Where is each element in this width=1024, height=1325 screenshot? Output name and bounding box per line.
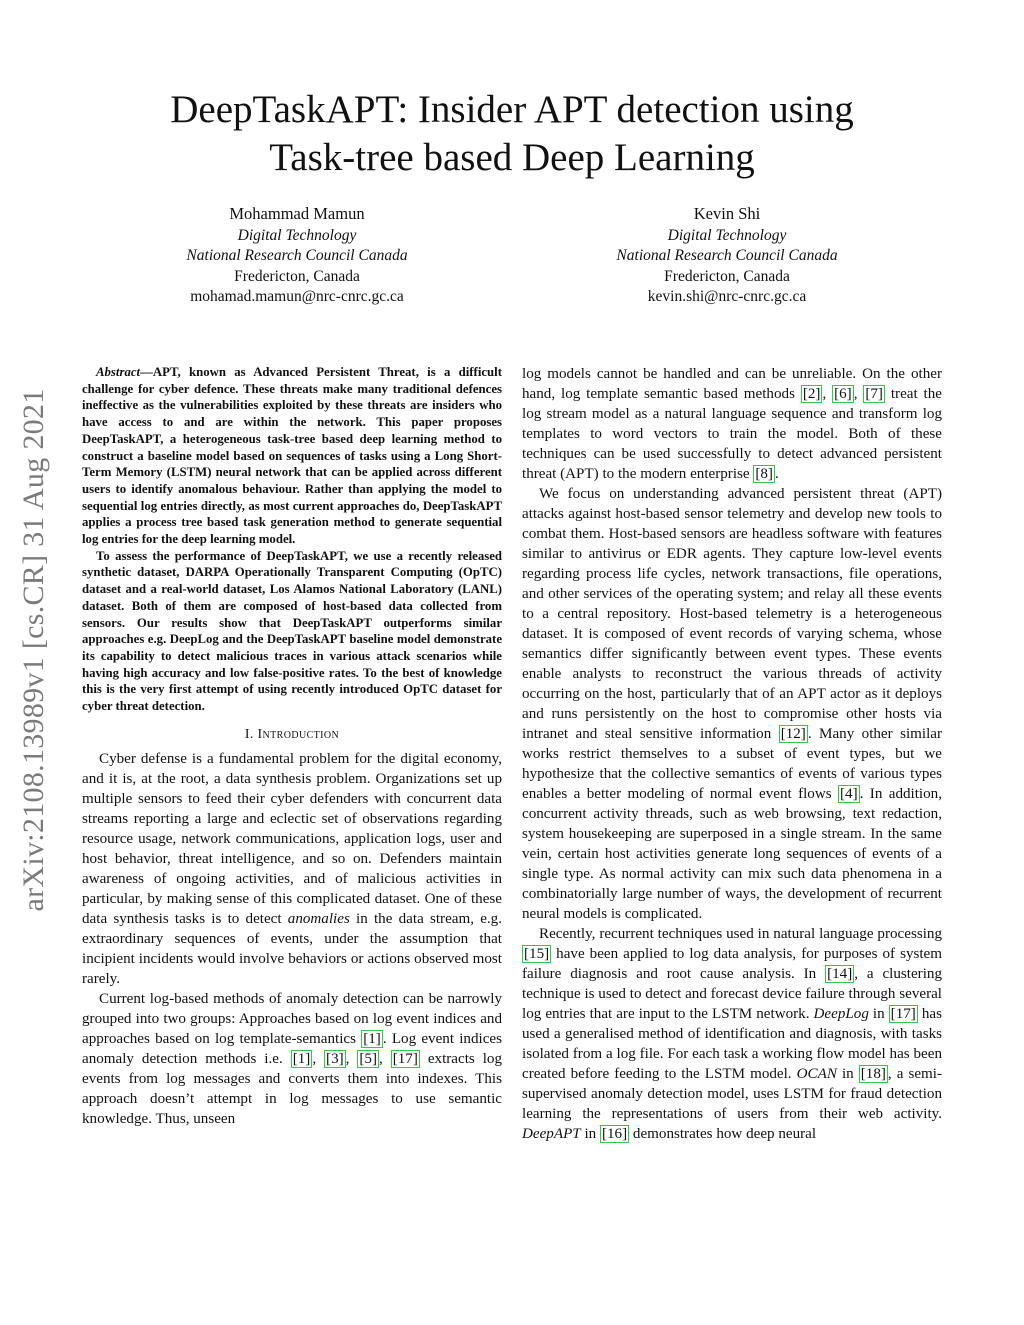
author-block-2	[577, 203, 877, 308]
text-run: Current log-based methods of anomaly detection can be narrowly grouped into two groups: Approaches based on log event indices and approaches based on log template-semantics	[82, 990, 502, 1047]
citation-link[interactable]: [8]	[755, 466, 773, 482]
emphasis-ocan: OCAN	[796, 1066, 837, 1082]
citation-link[interactable]: [16]	[601, 1126, 628, 1142]
abstract-text-1: APT, known as Advanced Persistent Threat, is a difficult challenge for cyber defence. These threats make many traditional defences ineffective as the vulnerabilities exploited by these threats are insiders who have access to and are within the network. This paper proposes DeepTaskAPT, a heterogeneous task-tree based deep learning method to construct a baseline model based on sequences of tasks using a Long Short-Term Memory (LSTM) neural network that can be applied across different users to identify anomalous behaviour. Rather than applying the model to sequential log entries directly, as most current approaches do, DeepTaskAPT applies a process tree based task generation method to generate sequential log entries for the deep learning model.	[82, 365, 502, 547]
text-run: . Many other similar works restrict themselves to a subset of event types, but we hypothesize that the collective semantics of events of various types enables a better modeling of normal event flows	[522, 726, 942, 802]
author-org: National Research Council Canada	[616, 247, 838, 265]
text-run: in the data stream, e.g. extraordinary sequences of events, under the assumption that incipient incidents would involve behaviors or actions observed most rarely.	[82, 910, 502, 987]
citation-link[interactable]: [7]	[865, 386, 883, 402]
author-name: Mohammad Mamun	[229, 204, 365, 223]
citation-link[interactable]: [2]	[802, 386, 821, 402]
citation-link[interactable]: [1]	[363, 1030, 381, 1047]
title-line-1: DeepTaskAPT: Insider APT detection using	[170, 88, 854, 131]
text-run: extracts log events from log messages and converts them into indexes. This approach doesn’t attempt in log messages to use semantic knowledge. Thus, unseen	[82, 1050, 503, 1127]
paper-title	[0, 86, 1024, 182]
author-email[interactable]: kevin.shi@nrc-cnrc.gc.ca	[647, 288, 807, 306]
citation-link[interactable]: [1]	[292, 1050, 311, 1067]
title-line-2: Task-tree based Deep Learning	[269, 136, 755, 179]
text-run: ,	[379, 1050, 391, 1067]
citation-link[interactable]: [12]	[780, 726, 806, 742]
section-title: Introduction	[257, 725, 340, 741]
text-run: Recently, recurrent techniques used in natural language processing	[539, 926, 942, 942]
text-run: , a clustering technique is used to detect and forecast device failure through several log entries that are input to the LSTM network.	[522, 966, 942, 1022]
text-run: . In addition, concurrent activity threads, such as web browsing, text redaction, system housekeeping are superposed in a single stream. In the same vein, certain host activities generate long sequences of events of a single type. As normal activity can mix such data phenomena in a combinatorially large number of ways, the development of recurrent neural models is complicated.	[522, 786, 942, 922]
citation-link[interactable]: [5]	[359, 1050, 377, 1067]
left-column	[82, 364, 502, 1129]
text-run: treat the log stream model as a natural language sequence and transform log templates to word vectors to train the model. Both of these techniques can be used successfully to detect advanced persistent threat (APT) to the modern enterprise	[522, 386, 942, 482]
citation-link[interactable]: [14]	[827, 966, 853, 982]
abstract-paragraph-1	[82, 364, 502, 548]
right-column	[522, 364, 942, 1144]
text-run: demonstrates how deep neural	[629, 1126, 817, 1142]
text-run: ,	[822, 386, 833, 402]
text-run: log models cannot be handled and can be unreliable. On the other hand, log template semantic based methods	[522, 366, 942, 402]
emphasis-anomalies: anomalies	[287, 910, 350, 927]
text-run: , a semi-supervised anomaly detection model, uses LSTM for fraud detection learning the representations of users from their web activity.	[522, 1066, 943, 1122]
text-run: has used a generalised method of identification and diagnosis, with tasks isolated from a log file. For each task a working flow model has been created before feeding to the LSTM model.	[522, 1006, 942, 1082]
citation-link[interactable]: [18]	[860, 1066, 886, 1082]
author-name: Kevin Shi	[693, 204, 761, 223]
text-run: in	[836, 1066, 859, 1082]
right-paragraph-2	[522, 484, 942, 924]
citation-link[interactable]: [17]	[392, 1050, 418, 1067]
text-run: ,	[853, 386, 864, 402]
author-block-1	[147, 203, 447, 308]
text-run: ,	[345, 1050, 358, 1067]
citation-link[interactable]: [15]	[524, 946, 550, 962]
author-city: Fredericton, Canada	[664, 267, 790, 285]
abstract-lead: Abstract	[96, 365, 141, 379]
text-run: in	[580, 1126, 600, 1142]
text-run: ,	[312, 1050, 325, 1067]
author-dept: Digital Technology	[667, 226, 787, 244]
section-numeral: I.	[244, 725, 258, 741]
text-run: We focus on understanding advanced persistent threat (APT) attacks against host-based sensor telemetry and develop new tools to combat them. Host-based sensors are headless software with features similar to antivirus or EDR agents. They capture low-level events regarding process life cycles, network transactions, file operations, and other services of the operating system; and relay all these events to a central repository. Host-based telemetry is a heterogeneous dataset. It is composed of event records of varying schema, whose semantics differ significantly between event types. These events enable analysts to reconstruct the various threads of activity occurring on the host, particularly that of an APT actor as it deploys and runs persistently on the host to compromise other hosts via intranet and steal sensitive information	[522, 486, 942, 742]
abstract-dash: —	[140, 365, 153, 379]
author-city: Fredericton, Canada	[234, 267, 360, 285]
author-email[interactable]: mohamad.mamun@nrc-cnrc.gc.ca	[190, 288, 404, 306]
citation-link[interactable]: [6]	[834, 386, 852, 402]
text-run: .	[774, 466, 779, 482]
intro-paragraph-1	[82, 749, 502, 989]
author-org: National Research Council Canada	[186, 247, 408, 265]
text-run: in	[868, 1006, 889, 1022]
text-run: Cyber defense is a fundamental problem for the digital economy, and it is, at the root, a data synthesis problem. Organizations set up multiple sensors to feed their cyber defenders with concurrent data streams reporting a large and eclectic set of observations regarding resource usage, network communications, application logs, user and host behavior, threat intelligence, and so on. Defenders maintain awareness of ongoing activities, and of malicious activities in particular, by making sense of this complicated dataset. One of these data synthesis tasks is to detect	[82, 750, 502, 927]
section-heading-introduction	[82, 724, 502, 744]
arxiv-stamp	[8, 350, 60, 950]
right-paragraph-1	[522, 364, 942, 484]
citation-link[interactable]: [3]	[326, 1050, 344, 1067]
emphasis-deepapt: DeepAPT	[522, 1126, 581, 1142]
text-run: . Log event indices anomaly detection methods i.e.	[82, 1030, 502, 1067]
abstract-paragraph-2: To assess the performance of DeepTaskAPT, we use a recently released synthetic dataset, DARPA Operationally Transparent Computing (OpTC) dataset and a real-world dataset, Los Alamos National Laboratory (LANL) dataset. Both of them are composed of host-based data collected from sensors. Our results show that DeepTaskAPT outperforms similar approaches e.g. DeepLog and the DeepTaskAPT baseline model demonstrate its capability to detect malicious traces in various attack scenarios while having high accuracy and low false-positive rates. To the best of knowledge this is the very first attempt of using recently introduced OpTC dataset for cyber threat detection.	[82, 548, 502, 714]
intro-paragraph-2	[82, 989, 502, 1129]
emphasis-deeplog: DeepLog	[813, 1006, 869, 1022]
text-run: have been applied to log data analysis, for purposes of system failure diagnosis and root cause analysis. In	[522, 946, 942, 982]
right-paragraph-3	[522, 924, 942, 1144]
author-dept: Digital Technology	[237, 226, 357, 244]
citation-link[interactable]: [17]	[890, 1006, 916, 1022]
citation-link[interactable]: [4]	[840, 786, 858, 802]
arxiv-stamp-text: arXiv:2108.13989v1 [cs.CR] 31 Aug 2021	[17, 388, 50, 912]
